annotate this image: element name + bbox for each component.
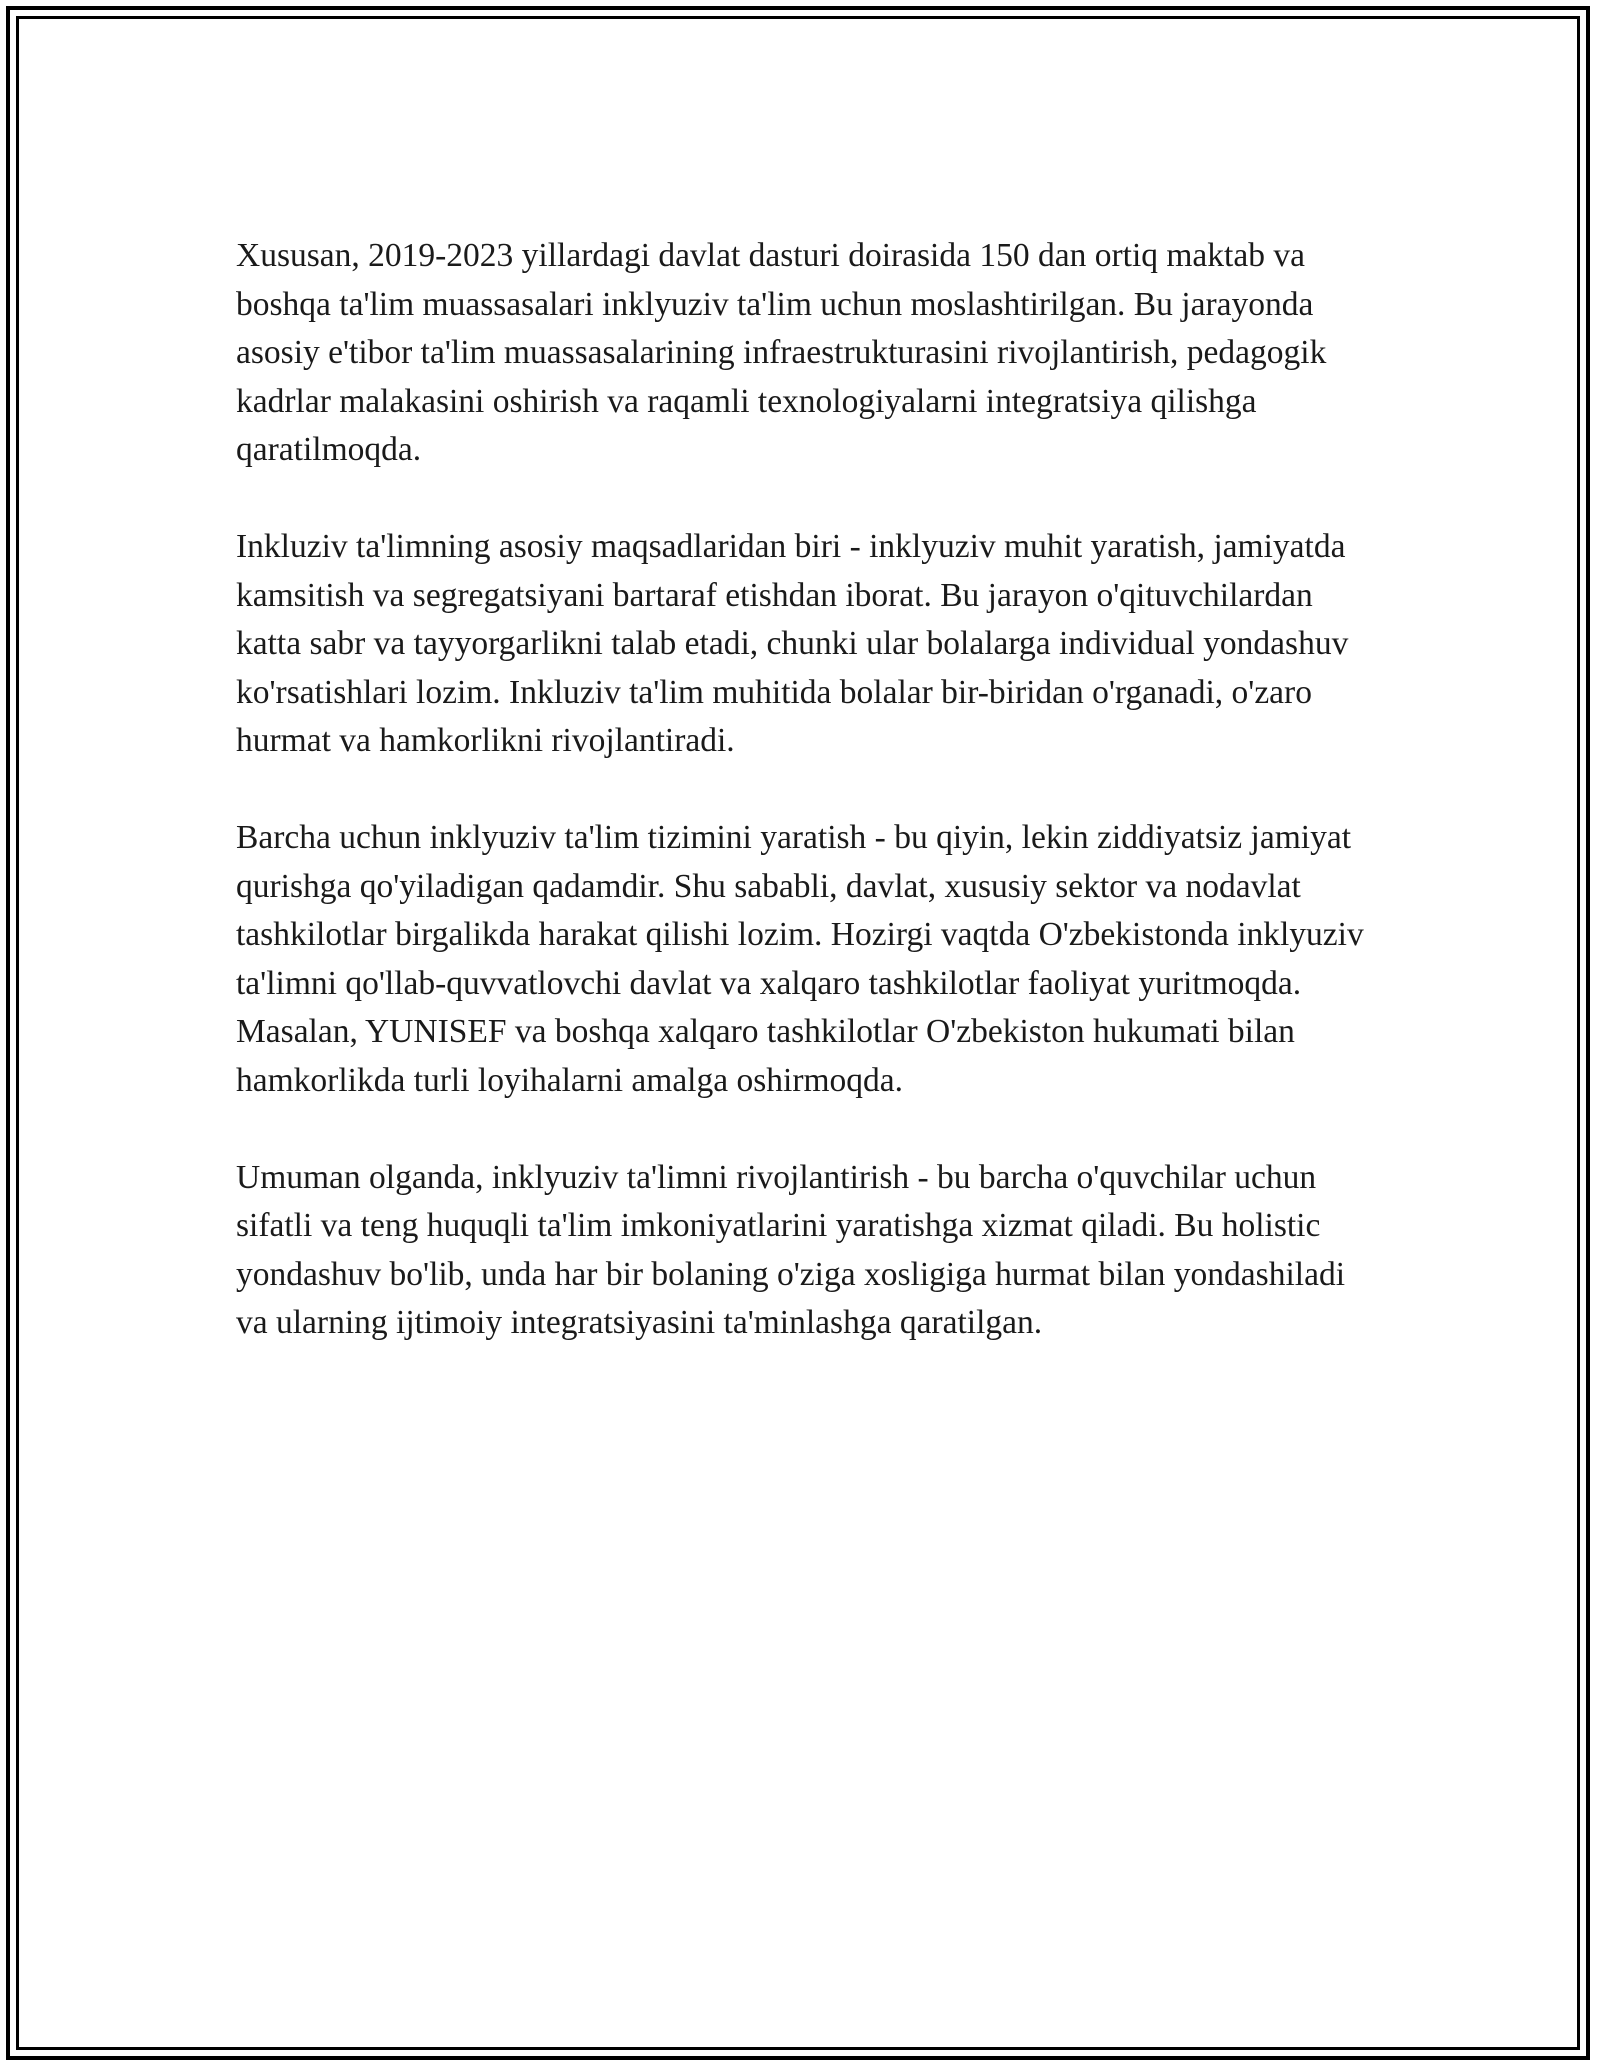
document-body [236, 232, 1376, 1396]
paragraph-4: Umuman olganda, inklyuziv ta'limni rivojlantirish - bu barcha o'quvchilar uchun sifatli va teng huquqli ta'lim imkoniyatlarini yaratishga xizmat qiladi. Bu holistic yondashuv bo'lib, unda har bir bolaning o'ziga xosligiga hurmat bilan yondashiladi va ularning ijtimoiy integratsiyasini ta'minlashga qaratilgan. [236, 1158, 1346, 1341]
paragraph-1: Xususan, 2019-2023 yillardagi davlat dasturi doirasida 150 dan ortiq maktab va boshqa ta'lim muassasalari inklyuziv ta'lim uchun moslashtirilgan. Bu jarayonda asosiy e'tibor ta'lim muassasalarining infraestrukturasini rivojlantirish, pedagogik kadrlar malakasini oshirish va raqamli texnologiyalarni integratsiya qilishga qaratilmoqda. [236, 237, 1327, 468]
paragraph-3: Barcha uchun inklyuziv ta'lim tizimini yaratish - bu qiyin, lekin ziddiyatsiz jamiyat qurishga qo'yiladigan qadamdir. Shu sababli, davlat, xususiy sektor va nodavlat tashkilotlar birgalikda harakat qilishi lozim. Hozirgi vaqtda O'zbekistonda inklyuziv ta'limni qo'llab-quvvatlovchi davlat va xalqaro tashkilotlar faoliyat yuritmoqda. Masalan, YUNISEF va boshqa xalqaro tashkilotlar O'zbekiston hukumati bilan hamkorlikda turli loyihalarni amalga oshirmoqda. [236, 819, 1364, 1099]
paragraph-2: Inkluziv ta'limning asosiy maqsadlaridan biri - inklyuziv muhit yaratish, jamiyatda kamsitish va segregatsiyani bartaraf etishdan iborat. Bu jarayon o'qituvchilardan katta sabr va tayyorgarlikni talab etadi, chunki ular bolalarga individual yondashuv ko'rsatishlari lozim. Inkluziv ta'lim muhitida bolalar bir-biridan o'rganadi, o'zaro hurmat va hamkorlikni rivojlantiradi. [236, 528, 1349, 759]
